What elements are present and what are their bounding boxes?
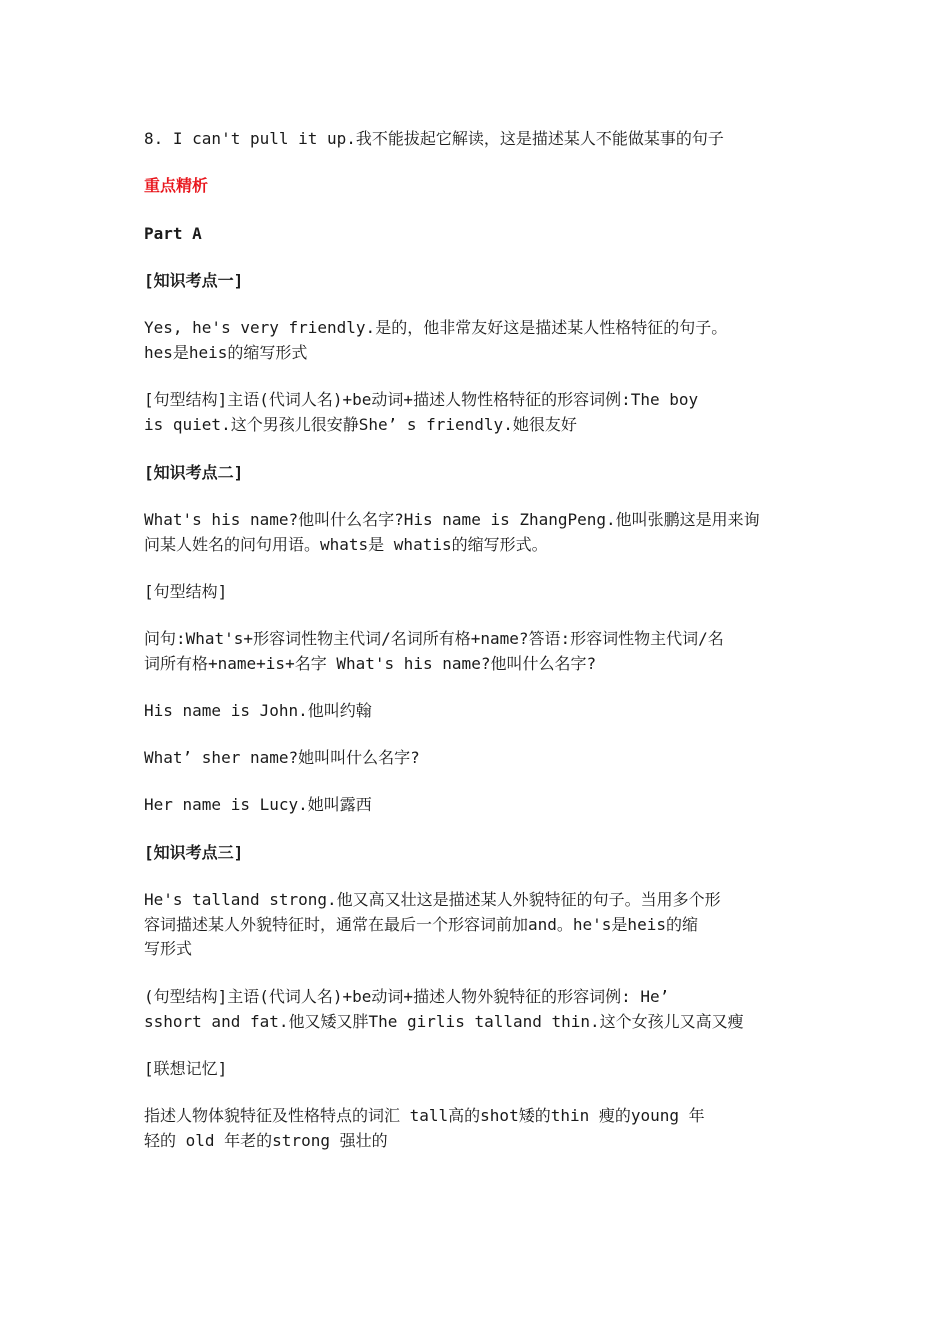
point3-title: [知识考点三]: [144, 843, 244, 862]
memory-line1: 指述人物体貌特征及性格特点的词汇 tall高的shot矮的thin 瘦的young 年: [144, 1106, 705, 1125]
point3-structure-line2: sshort and fat.他又矮又胖The girlis talland thin.这个女孩儿又高又瘦: [144, 1012, 744, 1031]
point1-structure-line1: [句型结构]主语(代词人名)+be动词+描述人物性格特征的形容词例:The boy: [144, 390, 699, 409]
point1-title: [知识考点一]: [144, 271, 244, 290]
point2-example1: His name is John.他叫约翰: [144, 701, 372, 720]
point1-structure-line2: is quiet.这个男孩儿很安静She’ s friendly.她很友好: [144, 415, 577, 434]
point2-example3: Her name is Lucy.她叫露西: [144, 795, 372, 814]
point3-text-line3: 写形式: [144, 939, 193, 958]
intro-sentence: 8. I can't pull it up.我不能拔起它解读，这是描述某人不能做某事的句子: [144, 129, 724, 148]
point2-example2: What’ sher name?她叫叫什么名字?: [144, 748, 420, 767]
memory-line2: 轻的 old 年老的strong 强壮的: [144, 1131, 388, 1150]
point3-text-line1: He's talland strong.他又高又壮这是描述某人外貌特征的句子。当用多个形: [144, 890, 721, 909]
memory-label: [联想记忆]: [144, 1059, 228, 1078]
point1-text-line1: Yes, he's very friendly.是的，他非常友好这是描述某人性格特征的句子。: [144, 318, 728, 337]
part-heading: Part A: [144, 224, 202, 243]
point1-text-line2: hes是heis的缩写形式: [144, 343, 308, 362]
point2-structure-label: [句型结构]: [144, 582, 228, 601]
point2-text-line2: 问某人姓名的问句用语。whats是 whatis的缩写形式。: [144, 535, 548, 554]
point3-structure-line1: (句型结构]主语(代词人名)+be动词+描述人物外貌特征的形容词例: He’: [144, 987, 670, 1006]
point2-text-line1: What's his name?他叫什么名字?His name is ZhangPeng.他叫张鹏这是用来询: [144, 510, 760, 529]
section-heading: 重点精析: [144, 176, 209, 195]
point2-qa-line1: 问句:What's+形容词性物主代词/名词所有格+name?答语:形容词性物主代词/名: [144, 629, 724, 648]
point3-text-line2: 容词描述某人外貌特征时，通常在最后一个形容词前加and。he's是heis的缩: [144, 915, 698, 934]
point2-title: [知识考点二]: [144, 463, 244, 482]
point2-qa-line2: 词所有格+name+is+名字 What's his name?他叫什么名字?: [144, 654, 597, 673]
